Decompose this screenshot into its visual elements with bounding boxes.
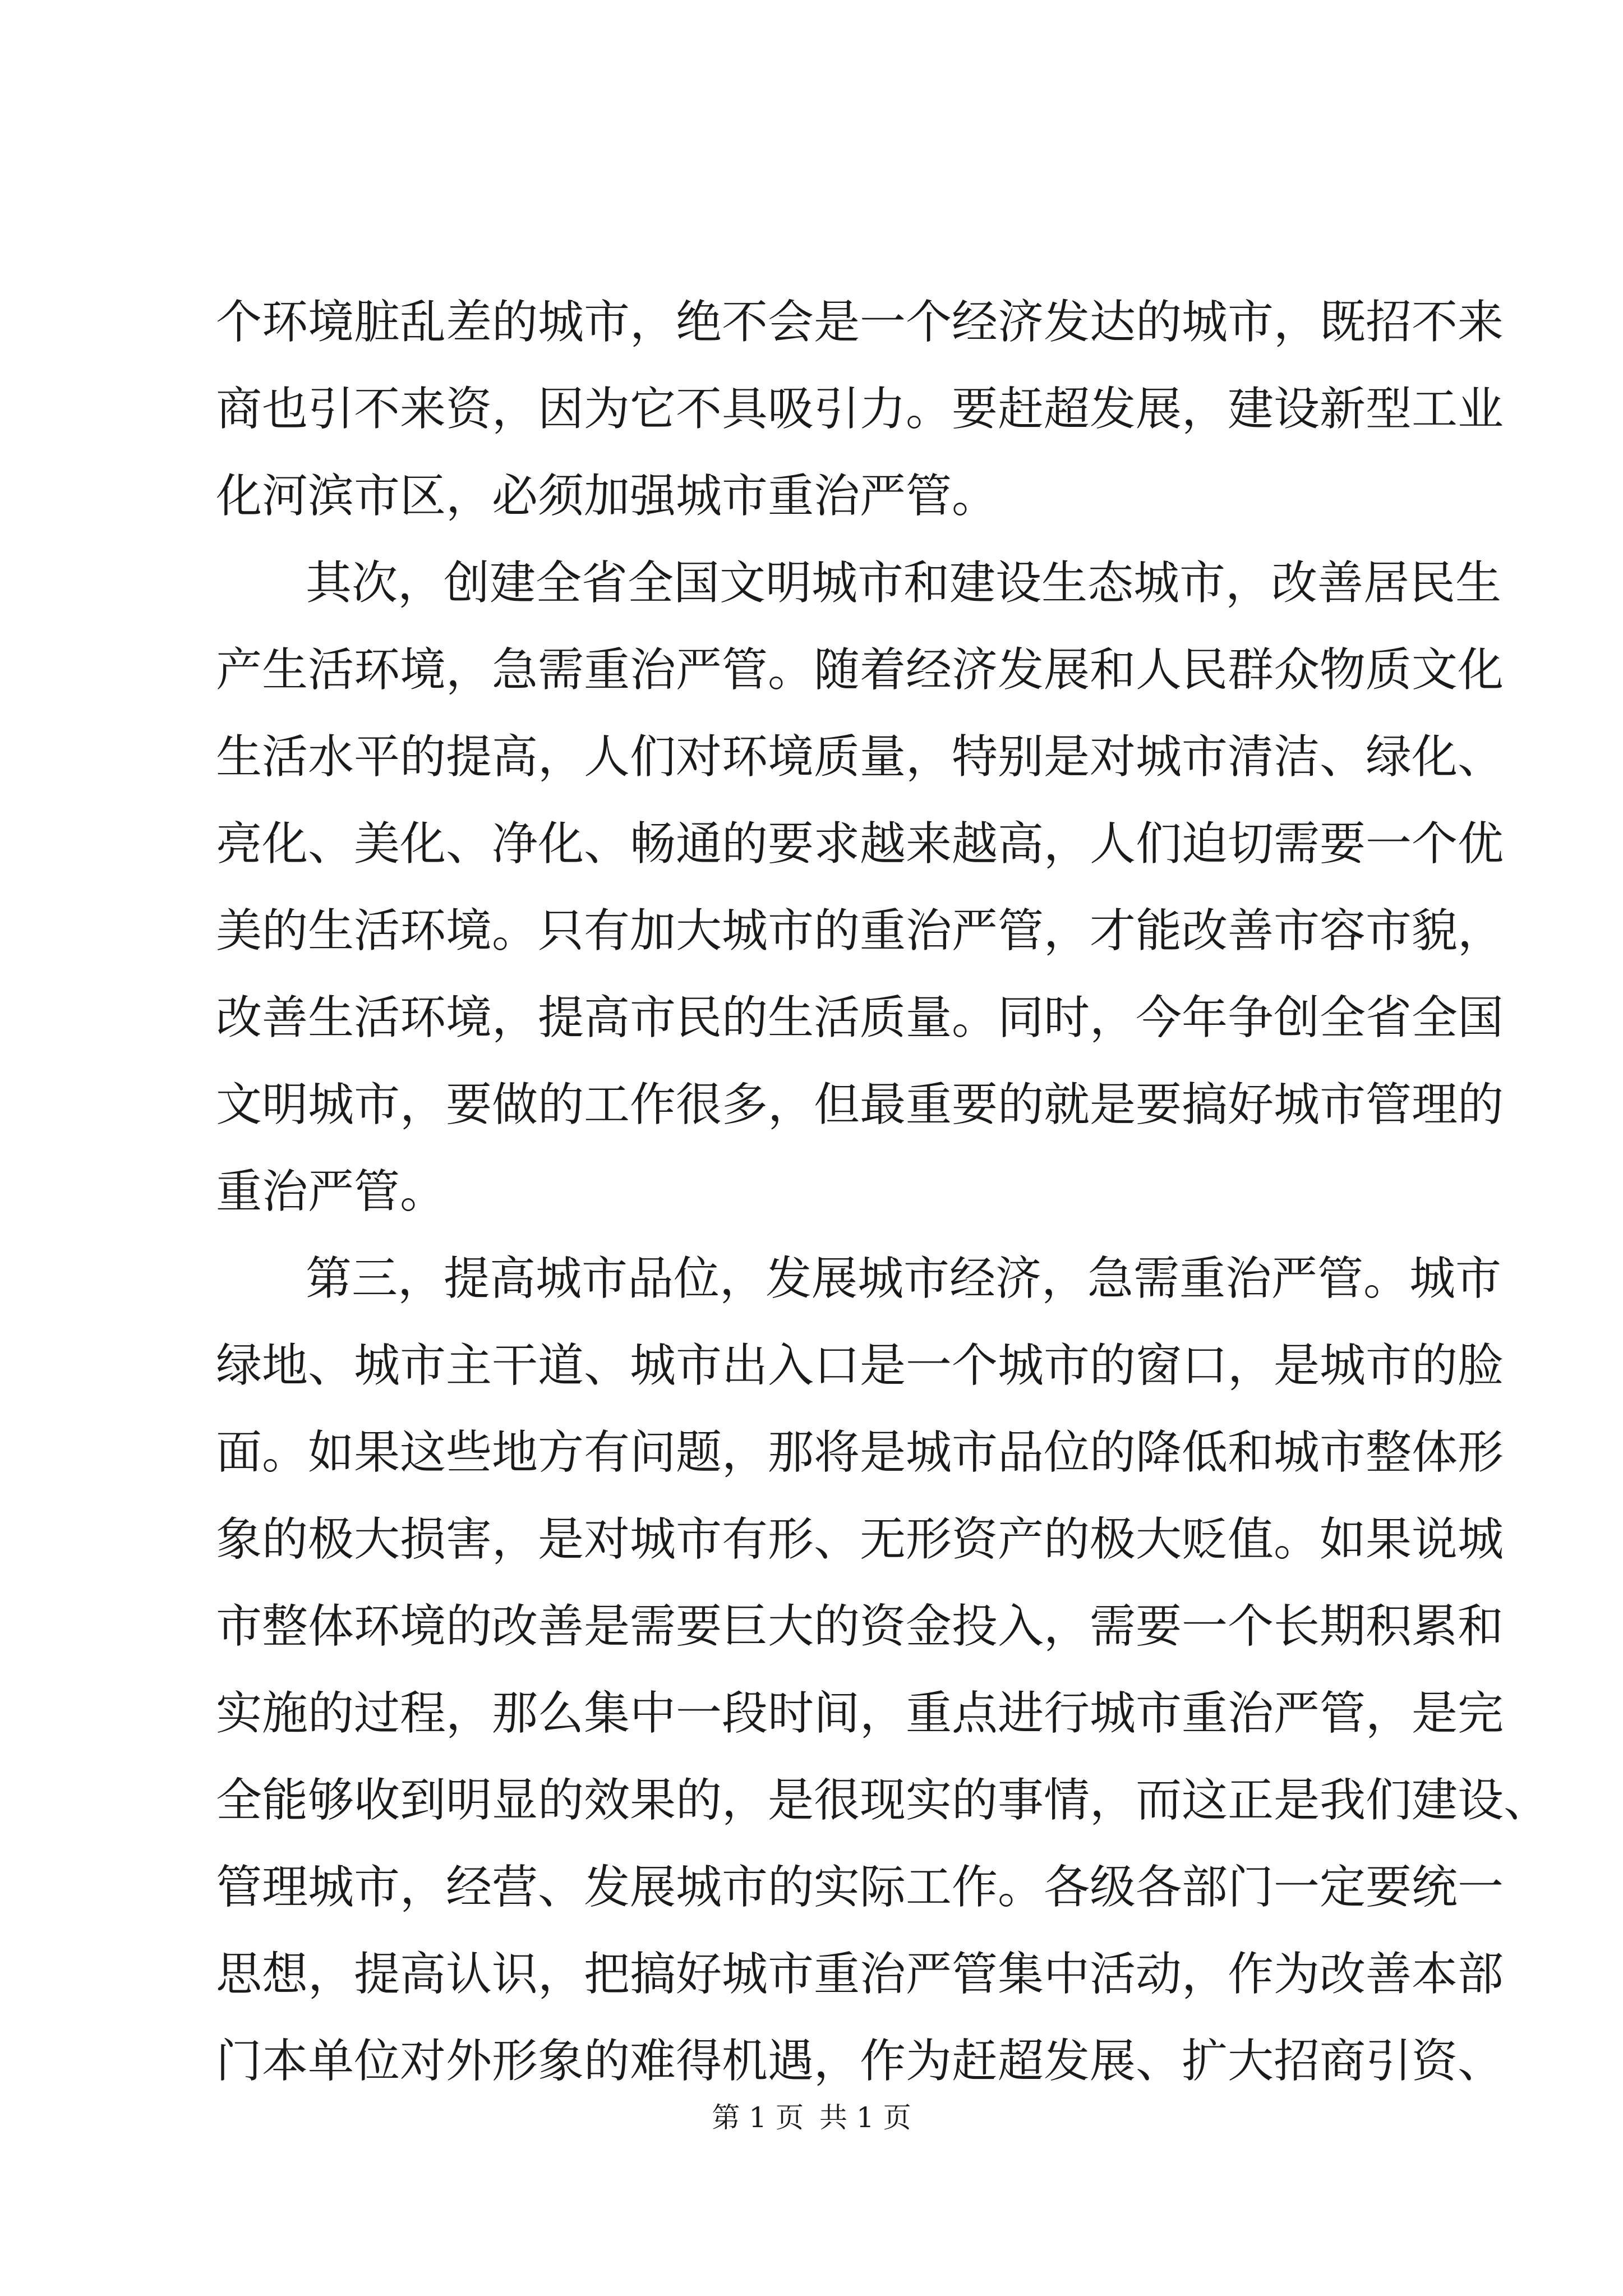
paragraph-3-line-5: 市整体环境的改善是需要巨大的资金投入，需要一个长期积累和 [216,1600,1504,1653]
paragraph-3-line-1: 第三，提高城市品位，发展城市经济，急需重治严管。城市 [306,1252,1502,1305]
paragraph-3-line-2: 绿地、城市主干道、城市出入口是一个城市的窗口，是城市的脸 [216,1339,1504,1392]
paragraph-2-line-3: 生活水平的提高，人们对环境质量，特别是对城市清洁、绿化、 [216,730,1504,784]
page-number: 第 1 页 [712,2101,804,2134]
paragraph-2-line-7: 文明城市，要做的工作很多，但最重要的就是要搞好城市管理的 [216,1078,1504,1131]
paragraph-2-line-5: 美的生活环境。只有加大城市的重治严管，才能改善市容市貌， [216,904,1504,958]
paragraph-2-line-1: 其次，创建全省全国文明城市和建设生态城市，改善居民生 [306,556,1502,610]
paragraph-2-line-6: 改善生活环境，提高市民的生活质量。同时，今年争创全省全国 [216,991,1504,1045]
paragraph-2-line-8: 重治严管。 [216,1165,446,1218]
paragraph-1-line-2: 商也引不来资，因为它不具吸引力。要赶超发展，建设新型工业 [216,383,1504,436]
paragraph-3-line-6: 实施的过程，那么集中一段时间，重点进行城市重治严管，是完 [216,1687,1504,1740]
paragraph-3-line-3: 面。如果这些地方有问题，那将是城市品位的降低和城市整体形 [216,1426,1504,1479]
paragraph-3-line-10: 门本单位对外形象的难得机遇，作为赶超发展、扩大招商引资、 [216,2035,1504,2088]
paragraph-3-line-9: 思想，提高认识，把搞好城市重治严管集中活动，作为改善本部 [216,1948,1504,2001]
paragraph-3-line-8: 管理城市，经营、发展城市的实际工作。各级各部门一定要统一 [216,1861,1504,1914]
paragraph-3-line-7: 全能够收到明显的效果的，是很现实的事情，而这正是我们建设、 [216,1774,1550,1827]
paragraph-3-line-4: 象的极大损害，是对城市有形、无形资产的极大贬值。如果说城 [216,1513,1504,1566]
paragraph-1-line-3: 化河滨市区，必须加强城市重治严管。 [216,470,998,523]
paragraph-1-line-1: 个环境脏乱差的城市，绝不会是一个经济发达的城市，既招不来 [216,296,1504,349]
page-footer [0,2095,1623,2140]
total-pages: 共 1 页 [819,2101,911,2134]
paragraph-2-line-4: 亮化、美化、净化、畅通的要求越来越高，人们迫切需要一个优 [216,817,1504,871]
paragraph-2-line-2: 产生活环境，急需重治严管。随着经济发展和人民群众物质文化 [216,643,1504,697]
